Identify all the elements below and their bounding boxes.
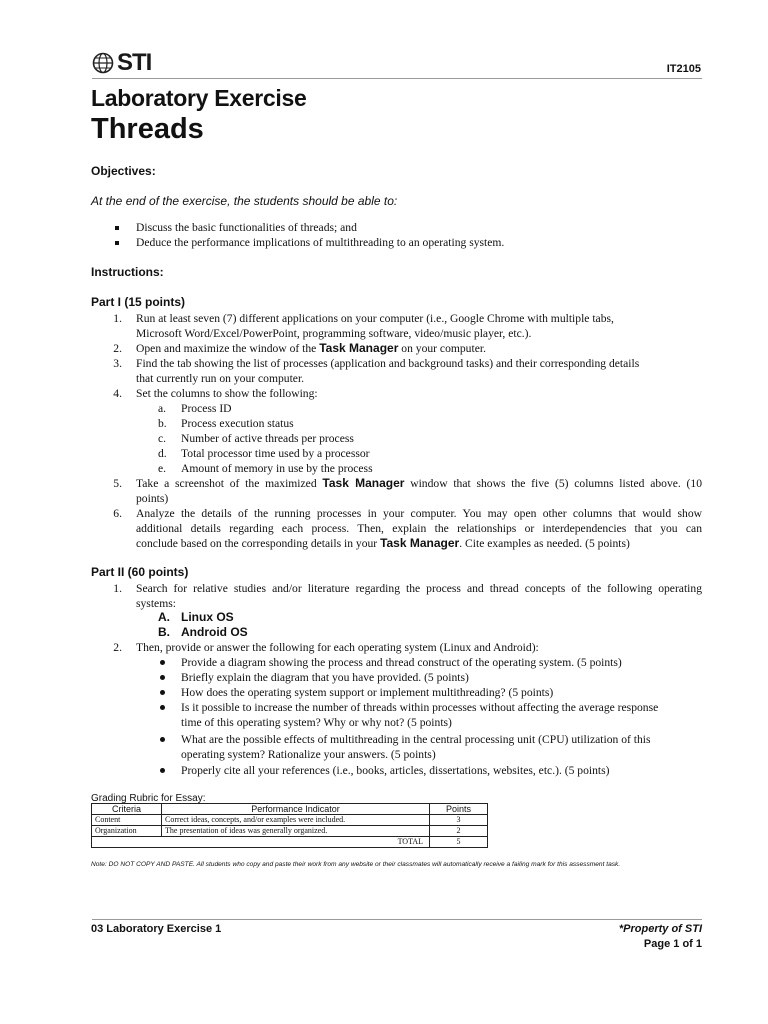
part1-item5-line2: points) [136,492,169,505]
column-item: Number of active threads per process [181,432,354,445]
square-bullet-icon [115,226,119,230]
round-bullet-icon [160,690,165,695]
footer-document-name: 03 Laboratory Exercise 1 [91,923,222,935]
plagiarism-note: Note: DO NOT COPY AND PASTE. All students who copy and paste their work from any website or their classmates will automatically receive a failing mark for this assessment task. [91,861,621,868]
column-item: Process execution status [181,417,294,430]
task-manager-term: Task Manager [380,536,460,550]
part1-item2-pre: Open and maximize the window of the [136,342,317,355]
column-letter: e. [158,462,167,475]
logo-text: STI [117,49,152,76]
part1-item5-pre: Take a screenshot of the maximized [136,477,317,490]
globe-icon [92,52,114,74]
part1-item4: Set the columns to show the following: [136,387,318,400]
list-number: 1. [113,312,122,325]
part2-bullet: Briefly explain the diagram that you have provided. (5 points) [181,671,469,684]
part1-item6-pre: conclude based on the corresponding details in your [136,537,378,550]
part2-bullet: Properly cite all your references (i.e., books, articles, dissertations, websites, etc.). (5 points) [181,764,610,777]
column-letter: b. [158,417,167,430]
grading-rubric-table [91,803,488,848]
list-number: 5. [113,477,122,490]
list-number: 4. [113,387,122,400]
footer-page-number: Page 1 of 1 [643,938,702,950]
column-header: Points [430,804,488,815]
part2-item1-line1: Search for relative studies and/or literature regarding the process and thread concepts of the following operating [136,582,702,595]
table-total-row [92,837,488,848]
round-bullet-icon [160,660,165,665]
part1-item6-post: . Cite examples as needed. (5 points) [459,537,630,550]
part2-heading: Part II (60 points) [91,565,189,579]
table-header-row [92,804,488,815]
list-number: 6. [113,507,122,520]
round-bullet-icon [160,768,165,773]
objectives-heading: Objectives: [91,164,156,178]
total-points: 5 [430,837,488,848]
objective-item: Discuss the basic functionalities of threads; and [136,221,357,234]
part2-bullet: Provide a diagram showing the process and thread construct of the operating system. (5 points) [181,656,622,669]
os-item-android: Android OS [181,625,248,639]
column-item: Total processor time used by a processor [181,447,370,460]
part2-bullet-continued: time of this operating system? Why or why not? (5 points) [181,716,452,729]
part1-item5-post: window that shows the five (5) columns listed above. (10 [410,477,703,490]
document-title: Laboratory Exercise [91,85,307,111]
list-number: 1. [113,582,122,595]
criteria-cell: Organization [92,826,162,837]
square-bullet-icon [115,241,119,245]
task-manager-term: Task Manager [322,476,405,490]
table-row [92,815,488,826]
list-number: 2. [113,641,122,654]
part1-item1-line1: Run at least seven (7) different applications on your computer (i.e., Google Chrome with multiple tabs, [136,312,614,325]
indicator-cell: Correct ideas, concepts, and/or examples were included. [162,815,430,826]
task-manager-term: Task Manager [319,341,399,355]
objective-item: Deduce the performance implications of multithreading to an operating system. [136,236,505,249]
sti-logo [92,50,151,76]
table-row [92,826,488,837]
part2-bullet: How does the operating system support or implement multithreading? (5 points) [181,686,554,699]
rubric-title: Grading Rubric for Essay: [91,793,206,804]
part1-heading: Part I (15 points) [91,295,186,309]
part1-item6-line1: Analyze the details of the running processes in your computer. You may open other columns that would show [136,507,702,520]
column-header: Criteria [92,804,162,815]
indicator-cell: The presentation of ideas was generally organized. [162,826,430,837]
criteria-cell: Content [92,815,162,826]
part2-bullet-continued: operating system? Rationalize your answers. (5 points) [181,748,436,761]
column-letter: d. [158,447,167,460]
document-subtitle: Threads [91,113,204,145]
part1-item2 [136,341,486,356]
part1-item2-post: on your computer. [401,342,486,355]
total-label: TOTAL [92,837,430,848]
column-header: Performance Indicator [162,804,430,815]
part1-item1-line2: Microsoft Word/Excel/PowerPoint, programming software, video/music player, etc.). [136,327,532,340]
os-letter: A. [158,610,170,624]
part1-item6-line2: additional details regarding each process. Then, explain the relationships or interdependencies that you can [136,522,702,535]
round-bullet-icon [160,705,165,710]
part1-item5-line1 [136,476,702,491]
os-item-linux: Linux OS [181,610,234,624]
points-cell: 3 [430,815,488,826]
list-number: 2. [113,342,122,355]
instructions-heading: Instructions: [91,265,164,279]
footer-divider [92,919,702,920]
list-number: 3. [113,357,122,370]
footer-property: *Property of STI [618,923,702,935]
objectives-intro: At the end of the exercise, the students should be able to: [91,194,398,208]
part1-item3-line1: Find the tab showing the list of processes (application and background tasks) and their corresponding details [136,357,640,370]
column-item: Amount of memory in use by the process [181,462,373,475]
column-letter: a. [158,402,167,415]
part2-item2: Then, provide or answer the following for each operating system (Linux and Android): [136,641,539,654]
column-letter: c. [158,432,167,445]
part2-item1-line2: systems: [136,597,176,610]
round-bullet-icon [160,737,165,742]
points-cell: 2 [430,826,488,837]
column-item: Process ID [181,402,232,415]
part2-bullet: What are the possible effects of multithreading in the central processing unit (CPU) utilization of this [181,733,651,746]
part2-bullet: Is it possible to increase the number of threads within processes without affecting the average response [181,701,659,714]
round-bullet-icon [160,675,165,680]
header-divider [92,78,702,79]
course-code: IT2105 [666,63,701,75]
part1-item3-line2: that currently run on your computer. [136,372,305,385]
part1-item6-line3 [136,536,630,551]
os-letter: B. [158,625,170,639]
